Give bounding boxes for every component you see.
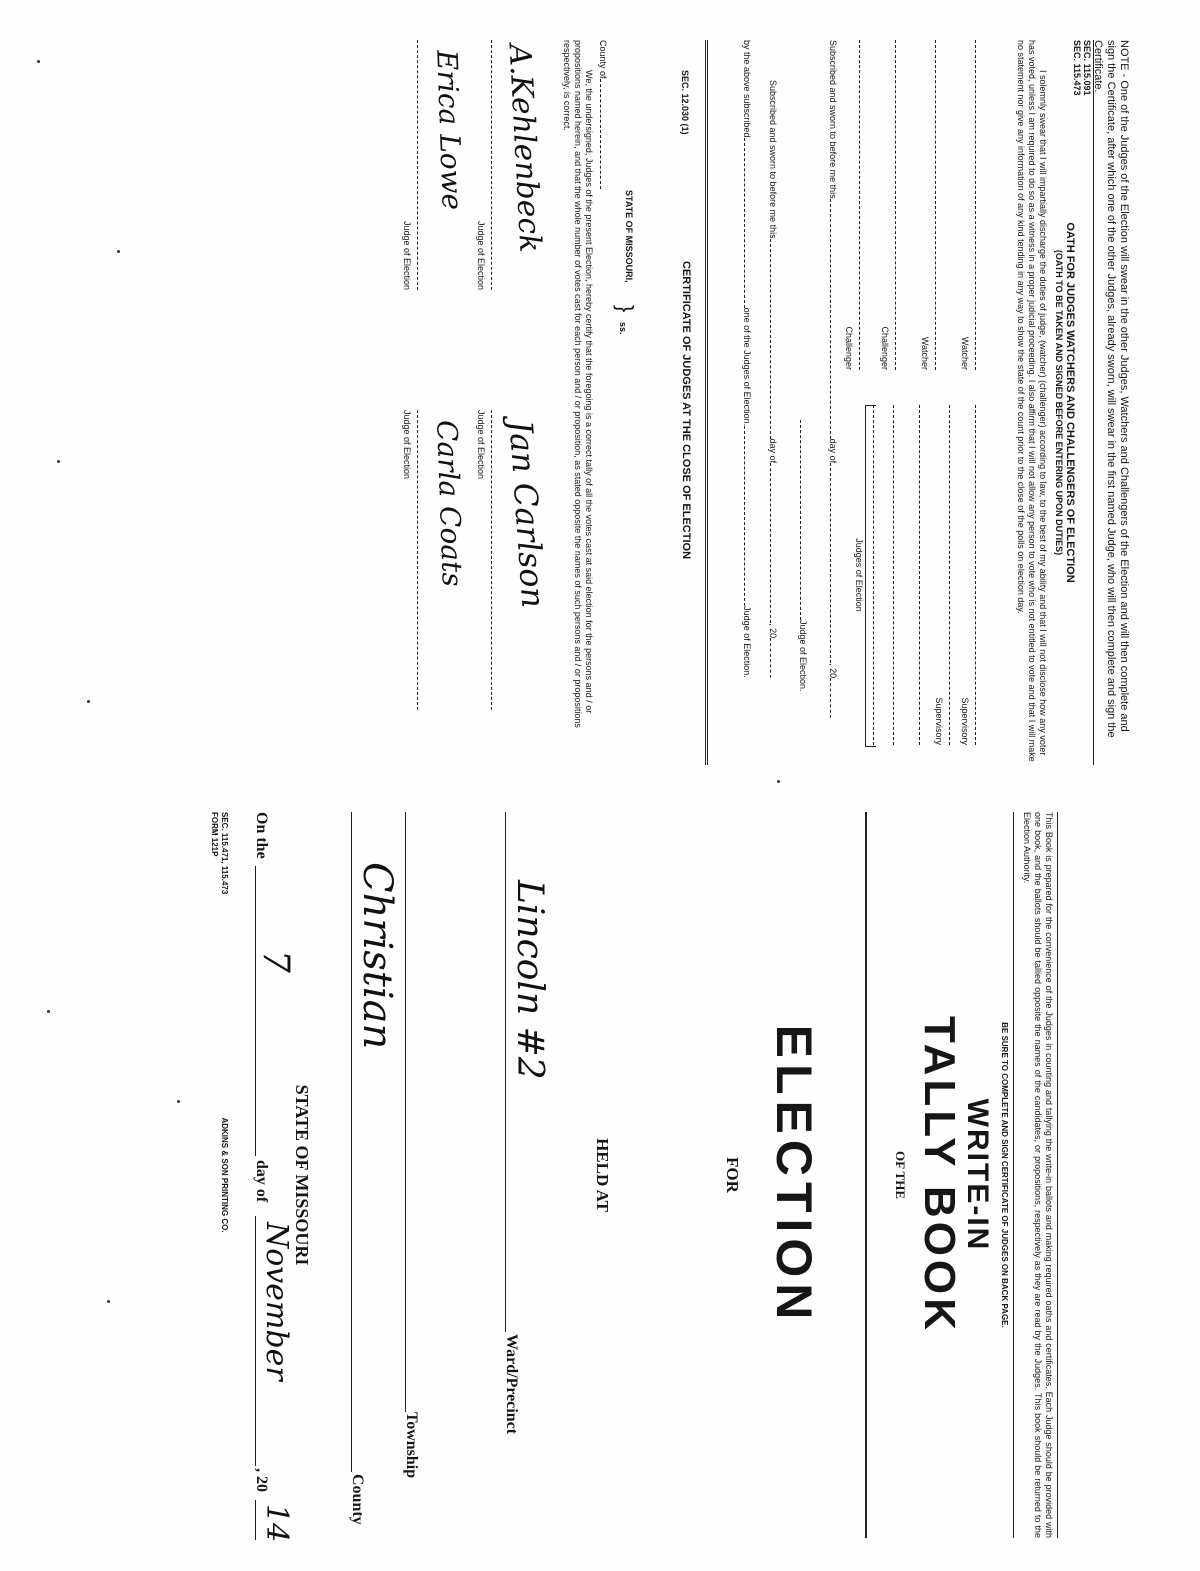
signature-line: Judge of Election: [475, 40, 504, 290]
signature-line: Supervisory: [959, 405, 988, 745]
township-line: [405, 812, 406, 1412]
divider: [1013, 812, 1014, 1538]
township-label: Township: [403, 1412, 420, 1479]
printer-name: ADKINS & SON PRINTING CO.: [220, 1117, 229, 1233]
ward-value: Lincoln #2: [509, 880, 550, 1080]
signature-line: Judge of Election: [401, 40, 430, 290]
judges-bracket-label: Judges of Election: [854, 538, 864, 612]
county-value: Christian: [354, 862, 400, 1050]
state-title: STATE OF MISSOURI: [292, 1084, 312, 1266]
title-tally-book: TALLY BOOK: [915, 1016, 964, 1334]
county-label: County: [349, 1474, 366, 1525]
handwritten-signature: Jan Carlson: [501, 418, 553, 610]
year-prefix: , 20: [253, 1468, 270, 1492]
cert-title: CERTIFICATE OF JUDGES AT THE CLOSE OF ELECTION: [680, 260, 692, 560]
signature-line: [914, 405, 932, 745]
signature-line: Challenger: [879, 40, 908, 370]
scan-speck: [117, 250, 120, 253]
for-label: FOR: [723, 1157, 742, 1193]
state-label: STATE OF MISSOURI,: [624, 190, 634, 283]
subscribed-line-3: by the above subscribedone of the Judges of Election.Judge of Election.: [742, 40, 752, 678]
scan-speck: [777, 780, 780, 783]
handwritten-signature: Erica Lowe: [430, 49, 469, 211]
signature-line: [888, 405, 906, 745]
judges-bracket: [865, 405, 876, 747]
signature-line: Judge of Election: [401, 410, 430, 710]
scan-speck: [177, 1100, 180, 1103]
held-at-label: HELD AT: [593, 1138, 612, 1212]
month-value: November: [259, 1222, 294, 1381]
title-write-in: WRITE-IN: [961, 1098, 994, 1252]
oath-subtitle: (OATH TO BE TAKEN AND SIGNED BEFORE ENTERING UPON DUTIES): [1054, 249, 1064, 556]
divider: [705, 40, 708, 765]
oath-signature-block: [844, 40, 1010, 745]
form-number: FORM 121P: [210, 812, 219, 857]
oath-title: OATH FOR JUDGES WATCHERS AND CHALLENGERS OF ELECTION: [1064, 222, 1076, 583]
cert-text: We, the undersigned, Judges of the present Election, hereby certify that the foregoing is a correct tally of all the votes cast at said election for the persons and / or propositions named herein, and that the whole number of votes cast for each person and / or proposition, as stated opposite the names of such persons and / or propositions respectively, is correct.: [562, 40, 594, 728]
day-value: 7: [255, 950, 296, 973]
year-line: [255, 1500, 256, 1540]
day-of-label: day of: [253, 1160, 270, 1203]
judge-signatures: [400, 40, 553, 740]
handwritten-signature: A.Kehlenbeck: [501, 43, 548, 254]
scan-speck: [57, 460, 60, 463]
scan-speck: [37, 60, 40, 63]
signature-line: Supervisory: [933, 405, 962, 745]
scan-speck: [47, 1010, 50, 1013]
intro-paragraph: This Book is prepared for the convenience of the Judges in counting and tallying the write-in ballots and making required oaths and certificates. Each Judge should be provided with one book, and the ballots should be tallied opposite the names of the candidates, or propositions, respectively as they are read by the Judges. This book should be returned to the Election Authority.: [1022, 812, 1054, 1538]
subscribed-line-2: Subscribed and sworn to before me thisday of, 20: [767, 80, 778, 740]
ss-label: ss.: [618, 322, 628, 335]
subscribed-line-1: Subscribed and sworn to before me thisday of, 20: [827, 40, 838, 740]
year-value: 14: [259, 1504, 294, 1543]
scan-speck: [107, 1300, 110, 1303]
day-line: [255, 866, 256, 1156]
reminder-text: BE SURE TO COMPLETE AND SIGN CERTIFICATE OF JUDGES ON BACK PAGE.: [1000, 1022, 1009, 1328]
section-ref: SEC. 115.091: [1082, 40, 1092, 96]
signature-line: Challenger: [843, 40, 872, 370]
section-ref: SEC. 115.473: [1072, 40, 1082, 96]
election-title: ELECTION: [766, 1024, 822, 1326]
form-section: SEC. 115.471, 115.473: [220, 812, 229, 895]
divider: [1057, 812, 1058, 1538]
brace: }: [613, 305, 638, 313]
of-the: OF THE: [893, 1150, 908, 1200]
signature-line: Watcher: [919, 40, 948, 370]
ward-label: Ward/Precinct: [503, 1334, 520, 1435]
oath-text: I solemnly swear that I will impartially discharge the duties of judge, (watcher) (challenger) according to law, to the best of my ability and that I will not disclose how any voter has voted, unless I am required to do so as a witness in a proper judicial proceeding. I also affirm that I will not allow any person to vote who is not entitled to vote and that I will make no statement nor give any information of any kind tending in any way to show the state of the count prior to the close of the polls on election day.: [1016, 40, 1048, 762]
county-of: County of: [597, 40, 608, 189]
signature-line: Watcher: [959, 40, 988, 370]
on-the-label: On the: [253, 812, 270, 859]
handwritten-signature: Carla Coats: [430, 419, 469, 588]
scan-speck: [87, 700, 90, 703]
cert-section-ref: SEC. 12.030 (1): [680, 70, 690, 135]
month-line: [255, 1216, 256, 1466]
ward-line: [505, 812, 506, 1332]
note-paragraph: NOTE - One of the Judges of the Election will swear in the other Judges, Watchers and Challengers of the Election and will then complete and sign the Certificate, after which one of the other Judges, already sworn, will swear in the first named Judge, who will then complete and sign the Certificate.: [1092, 40, 1130, 738]
divider: [1093, 40, 1094, 765]
election-rule: [865, 812, 867, 1538]
judge-line-1: Judge of Election.: [797, 420, 808, 720]
signature-line: Judge of Election: [475, 410, 504, 710]
county-line: [351, 812, 352, 1472]
